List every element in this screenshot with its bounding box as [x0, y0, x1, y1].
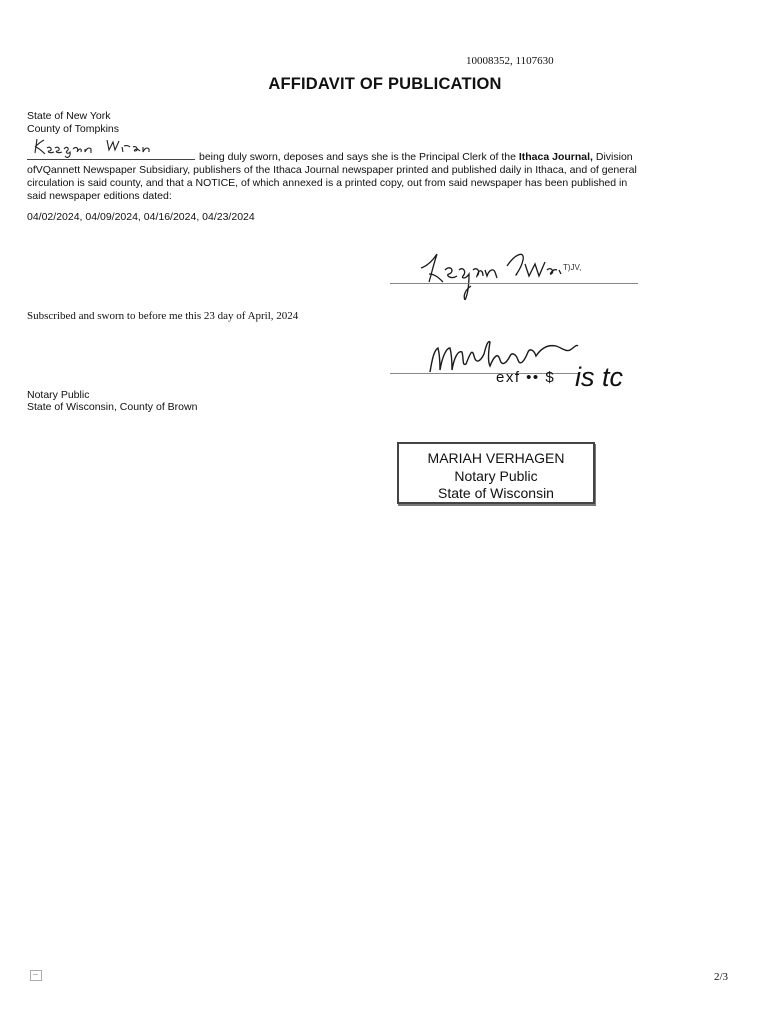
- signature-line-clerk: [390, 283, 638, 284]
- venue-state: State of New York: [27, 110, 111, 122]
- notary-handwritten-annotation: exf •• $: [496, 369, 556, 386]
- notary-stamp: [397, 442, 595, 504]
- notary-signature: [400, 336, 590, 376]
- affidavit-body: [27, 147, 639, 203]
- stamp-notary-state: State of Wisconsin: [438, 485, 554, 501]
- newspaper-name: Ithaca Journal,: [518, 151, 593, 163]
- document-icon: [30, 970, 42, 981]
- handwritten-clerk-name: [27, 135, 195, 159]
- document-reference-number: 10008352, 1107630: [466, 55, 554, 67]
- svg-text:T)JV,: T)JV,: [563, 263, 582, 272]
- body-text-main: Division ofVQannett Newspaper Subsidiary, publishers of the Ithaca Journal newspaper printed and published daily in Ithaca, and of general circulation is said county, and that a NOTICE, of which annexed is a printed copy, out from said newspaper has been published in said newspaper editions dated:: [27, 151, 637, 202]
- stamp-notary-title: Notary Public: [454, 467, 538, 484]
- clerk-signature: [385, 240, 615, 300]
- notary-handwritten-annotation-2: is tc: [575, 362, 624, 392]
- venue-county: County of Tompkins: [27, 123, 120, 135]
- sworn-statement: Subscribed and sworn to before me this 23 day of April, 2024: [27, 310, 299, 322]
- notary-title: Notary Public: [27, 389, 90, 401]
- page-title: AFFIDAVIT OF PUBLICATION: [268, 75, 502, 93]
- clerk-name-blank: [27, 147, 195, 160]
- page-number: 2/3: [714, 971, 729, 983]
- notary-jurisdiction: State of Wisconsin, County of Brown: [27, 401, 198, 413]
- body-text-intro: being duly sworn, deposes and says she is the Principal Clerk of the: [199, 151, 519, 163]
- stamp-notary-name: MARIAH VERHAGEN: [427, 450, 565, 466]
- publication-dates: 04/02/2024, 04/09/2024, 04/16/2024, 04/23/2024: [27, 211, 255, 223]
